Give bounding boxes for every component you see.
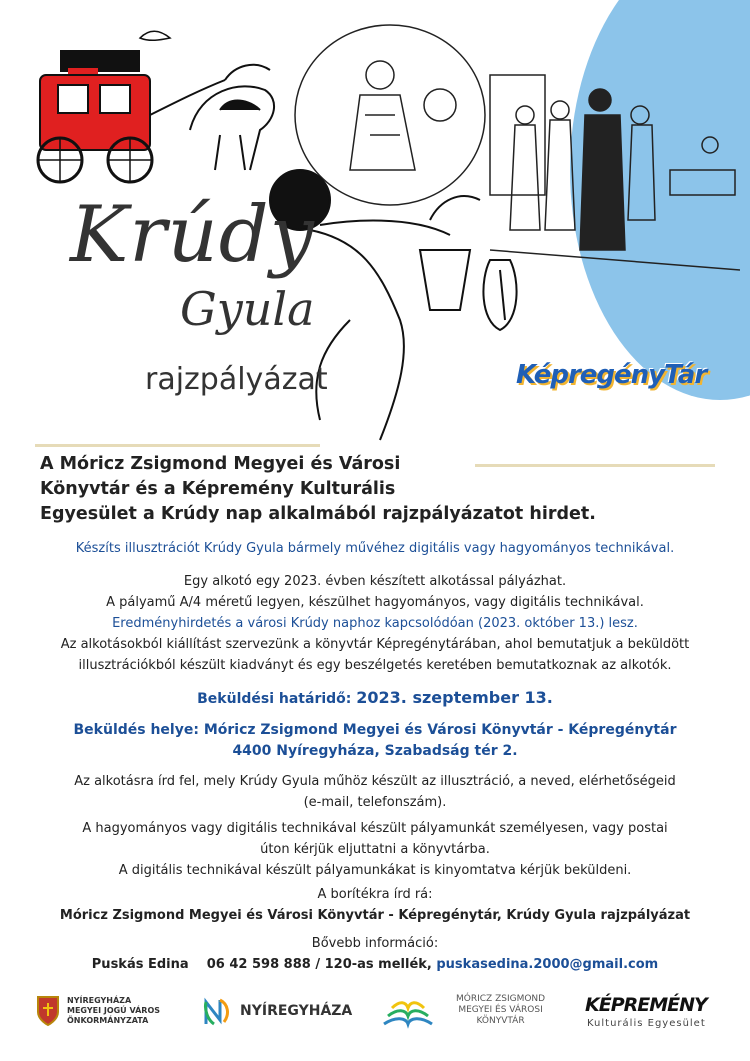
kepregenytar-logo: KépregényTár [516, 360, 707, 390]
address-line-2: 4400 Nyíregyháza, Szabadság tér 2. [232, 743, 518, 759]
intro-line-2: Könyvtár és a Képremény Kulturális [40, 479, 396, 499]
rules-block [0, 571, 750, 676]
tagline: Készíts illusztrációt Krúdy Gyula bármely művéhez digitális vagy hagyományos technikával. [75, 541, 675, 556]
council-logo-line-1: NYÍREGYHÁZA [67, 996, 132, 1005]
nyiregyhaza-n-icon [200, 994, 236, 1030]
address-block [0, 720, 750, 762]
pitchers-drawing [483, 260, 516, 330]
footer-logo-library [380, 990, 560, 1040]
deadline-date: 2023. szeptember 13. [356, 688, 553, 707]
open-book-icon [380, 990, 436, 1030]
council-logo-line-3: ÖNKORMÁNYZATA [67, 1016, 149, 1025]
council-logo-line-2: MEGYEI JOGÚ VÁROS [67, 1006, 161, 1015]
info-contact [0, 954, 750, 975]
library-logo-line-2: MEGYEI ÉS VÁROSI [458, 1005, 543, 1015]
nyiregyhaza-logo-text: NYÍREGYHÁZA [240, 1003, 353, 1019]
rules-line-4: Az alkotásokból kiállítást szervezünk a könyvtár Képregénytárában, ahol bemutatjuk a beküldött [60, 637, 690, 652]
kepremeny-logo-subtitle: Kulturális Egyesület [587, 1018, 706, 1029]
deadline-label: Beküldési határidő: [197, 691, 352, 707]
footer-logo-nyiregyhaza-council [35, 990, 175, 1040]
instructions-line-1: Az alkotásra írd fel, mely Krúdy Gyula műhöz készült az illusztráció, a neved, elérhetőségeid [74, 774, 676, 789]
footer-logo-kepremeny [585, 990, 725, 1040]
woman-vignette-drawing [295, 25, 485, 205]
submission-line-2: úton kérjük eljuttatni a könyvtárba. [260, 842, 490, 857]
deadline [0, 687, 750, 710]
envelope-text: Móricz Zsigmond Megyei és Városi Könyvtár - Képregénytár, Krúdy Gyula rajzpályázat [59, 908, 691, 923]
tavern-scene-drawing [490, 75, 740, 270]
intro-text [40, 452, 600, 527]
submission-line-1: A hagyományos vagy digitális technikával készült pályamunkát személyesen, vagy postai [82, 821, 668, 836]
address-line-1: Beküldés helye: Móricz Zsigmond Megyei és Városi Könyvtár - Képregénytár [73, 722, 677, 738]
info-label: Bővebb információ: [311, 936, 439, 951]
info-block [0, 933, 750, 975]
info-phone: 06 42 598 888 / 120-as mellék, [206, 957, 432, 972]
title-gyula: Gyula [180, 282, 315, 336]
library-logo-line-3: KÖNYVTÁR [476, 1016, 525, 1026]
title-subtitle: rajzpályázat [145, 362, 328, 397]
rules-line-3: Eredményhirdetés a városi Krúdy naphoz kapcsolódóan (2023. október 13.) lesz. [112, 616, 638, 631]
instructions-block [0, 771, 750, 813]
kepremeny-logo-title: KÉPREMÉNY [585, 994, 707, 1016]
submission-line-3: A digitális technikával készült pályamunkákat is kinyomtatva kérjük beküldeni. [118, 863, 632, 878]
horses-drawing [190, 65, 274, 170]
rules-line-5: illusztrációkból készült kiadványt és egy beszélgetés keretében bemutatkoznak az alkotók. [78, 658, 672, 673]
rules-line-1: Egy alkotó egy 2023. évben készített alkotással pályázhat. [183, 574, 567, 589]
intro-line-3: Egyesület a Krúdy nap alkalmából rajzpályázatot hirdet. [40, 504, 596, 524]
footer-logo-nyiregyhaza [200, 990, 353, 1040]
title-krudy: Krúdy [70, 190, 315, 280]
rules-line-2: A pályamű A/4 méretű legyen, készülhet hagyományos, vagy digitális technikával. [106, 595, 644, 610]
intro-line-1: A Móricz Zsigmond Megyei és Városi [40, 454, 401, 474]
instructions-line-2: (e-mail, telefonszám). [303, 795, 447, 810]
info-name: Puskás Edina [91, 957, 189, 972]
envelope-block [0, 884, 750, 926]
bird-drawing [140, 31, 170, 40]
envelope-label: A borítékra írd rá: [317, 887, 433, 902]
gold-divider-left [35, 444, 320, 447]
library-logo-line-1: MÓRICZ ZSIGMOND [456, 994, 546, 1004]
info-email[interactable]: puskasedina.2000@gmail.com [436, 957, 659, 972]
red-carriage-drawing [38, 50, 225, 182]
submission-block [0, 818, 750, 881]
coat-of-arms-icon [35, 994, 61, 1028]
